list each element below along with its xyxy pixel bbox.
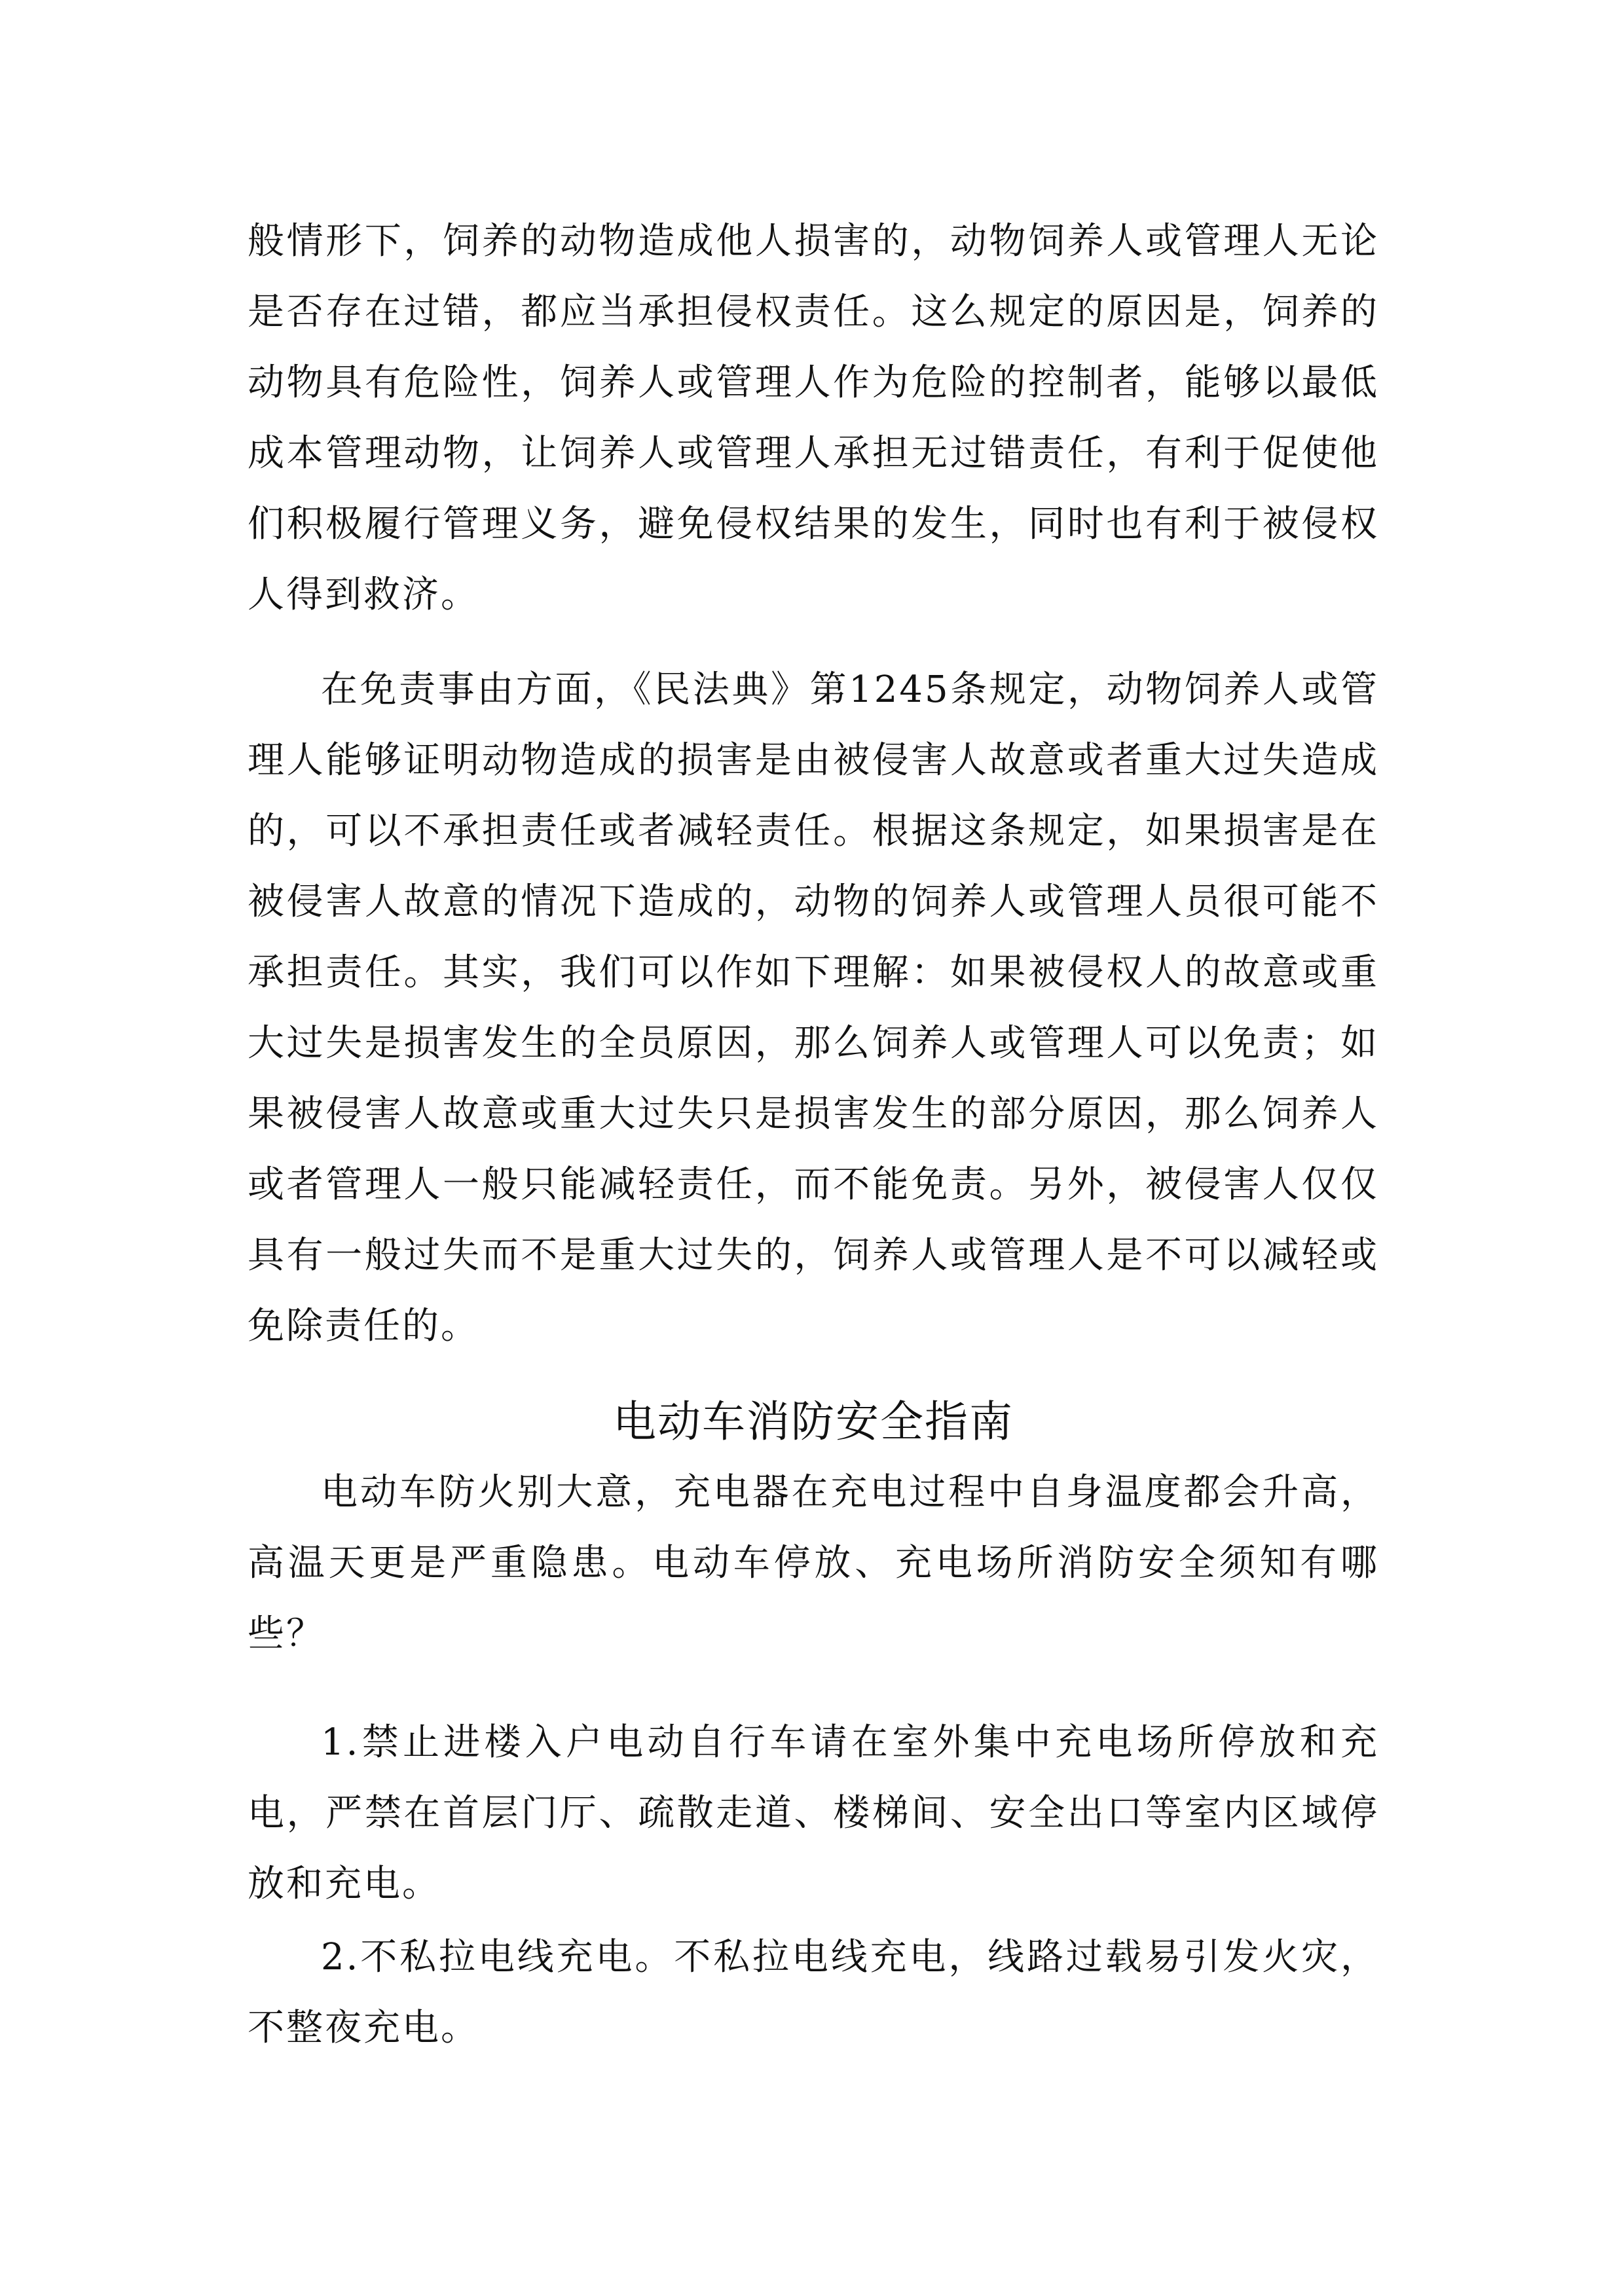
section-paragraph: 电动车防火别大意，充电器在充电过程中自身温度都会升高，高温天更是严重隐患。电动车停放、充电场所消防安全须知有哪些？ bbox=[248, 1471, 1379, 1655]
section-title: 电动车消防安全指南 bbox=[613, 1396, 1014, 1447]
paragraph-block bbox=[248, 1457, 1379, 1669]
list-item-paragraph: 1.禁止进楼入户电动自行车请在室外集中充电场所停放和充电，严禁在首层门厅、疏散走道、楼梯间、安全出口等室内区域停放和充电。 bbox=[248, 1721, 1379, 1905]
list-item-paragraph: 2.不私拉电线充电。不私拉电线充电，线路过载易引发火灾，不整夜充电。 bbox=[248, 1936, 1379, 2049]
paragraph-block bbox=[248, 655, 1379, 1362]
body-paragraph: 般情形下，饲养的动物造成他人损害的，动物饲养人或管理人无论是否存在过错，都应当承担侵权责任。这么规定的原因是，饲养的动物具有危险性，饲养人或管理人作为危险的控制者，能够以最低成本管理动物，让饲养人或管理人承担无过错责任，有利于促使他们积极履行管理义务，避免侵权结果的发生，同时也有利于被侵权人得到救济。 bbox=[248, 220, 1379, 616]
paragraph-block bbox=[248, 1922, 1379, 2064]
body-paragraph: 在免责事由方面，《民法典》第1245条规定，动物饲养人或管理人能够证明动物造成的损害是由被侵害人故意或者重大过失造成的，可以不承担责任或者减轻责任。根据这条规定，如果损害是在被侵害人故意的情况下造成的，动物的饲养人或管理人员很可能不承担责任。其实，我们可以作如下理解：如果被侵权人的故意或重大过失是损害发生的全员原因，那么饲养人或管理人可以免责；如果被侵害人故意或重大过失只是损害发生的部分原因，那么饲养人或者管理人一般只能减轻责任，而不能免责。另外，被侵害人仅仅具有一般过失而不是重大过失的，饲养人或管理人是不可以减轻或免除责任的。 bbox=[248, 668, 1379, 1347]
paragraph-block bbox=[248, 206, 1379, 630]
paragraph-block bbox=[248, 1707, 1379, 1920]
